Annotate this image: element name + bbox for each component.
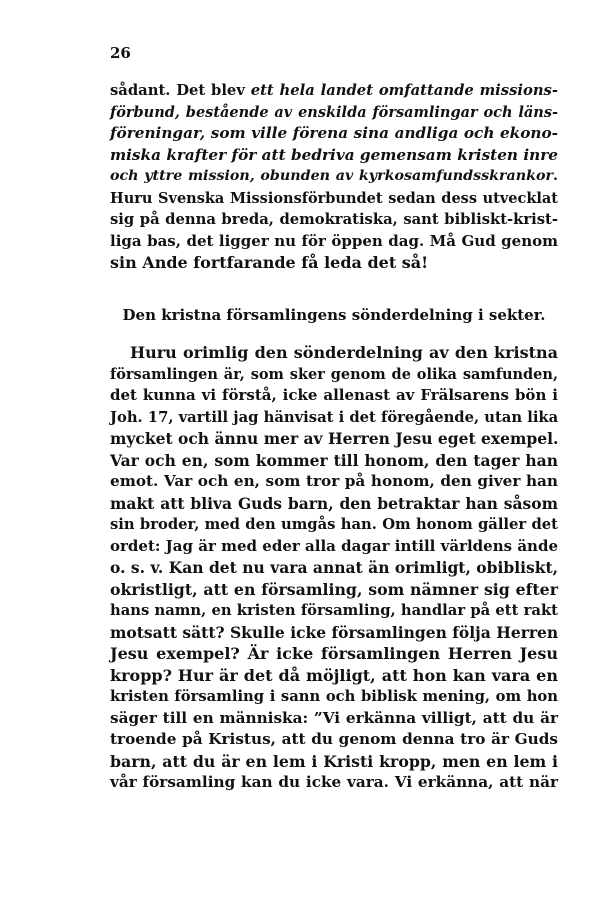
paragraph-main — [110, 342, 558, 794]
text-line: miska krafter för att bedriva gemensam kristen inre — [110, 145, 558, 164]
text-line: barn, att du är en lem i Kristi kropp, men en lem i — [110, 751, 558, 771]
text-line: föreningar, som ville förena sina andliga och ekono- — [110, 124, 558, 142]
text-line: förbund, bestående av enskilda församlingar och läns- — [110, 103, 558, 121]
text-line: Joh. 17, vartill jag hänvisat i det föregående, utan lika — [110, 408, 559, 426]
text-line: Huru Svenska Missionsförbundet sedan dess utvecklat — [110, 189, 558, 207]
text-line: makt att bliva Guds barn, den betraktar han såsom — [110, 493, 558, 513]
text-line: ordet: Jag är med eder alla dagar intill världens ände — [110, 536, 558, 555]
text-line: motsatt sätt? Skulle icke församlingen följa Herren — [110, 622, 559, 642]
text-run: sådant. Det blev — [110, 82, 251, 99]
section-heading: Den kristna församlingens sönderdelning i sekter. — [122, 306, 546, 324]
text-line: det kunna vi förstå, icke allenast av Frälsarens bön i — [110, 386, 558, 404]
text-line: kristen församling i sann och biblisk mening, om hon — [110, 688, 558, 705]
text-line: mycket och ännu mer av Herren Jesu eget exempel. — [110, 429, 559, 448]
text-line: församlingen är, som sker genom de olika samfunden, — [110, 365, 558, 383]
text-line: Var och en, som kommer till honom, den tager han — [110, 450, 558, 470]
italic-text-run: ett hela landet omfattande missions- — [250, 82, 558, 99]
text-line: kropp? Hur är det då möjligt, att hon kan vara en — [110, 665, 558, 685]
text-line: hans namn, en kristen församling, handlar på ett rakt — [110, 602, 558, 619]
paragraph-intro — [110, 80, 558, 274]
text-line: sin Ande fortfarande få leda det så! — [110, 253, 429, 272]
text-line — [110, 80, 558, 102]
text-line: Huru orimlig den sönderdelning av den kristna — [130, 343, 558, 362]
text-line: sin broder, med den umgås han. Om honom gäller det — [110, 516, 558, 533]
text-line: säger till en människa: ”Vi erkänna villigt, att du är — [110, 708, 558, 727]
text-line: okristligt, att en församling, som nämner sig efter — [110, 579, 558, 599]
italic-text-run: och yttre mission, obunden av kyrkosamfundsskrankor — [110, 168, 554, 184]
text-line: troende på Kristus, att du genom denna tro är Guds — [110, 730, 558, 748]
text-run: . — [553, 168, 558, 184]
text-line: o. s. v. Kan det nu vara annat än orimligt, obibliskt, — [110, 558, 558, 577]
page-number: 26 — [110, 44, 131, 62]
text-line: sig på denna breda, demokratiska, sant bibliskt-krist- — [110, 211, 558, 228]
text-line: emot. Var och en, som tror på honom, den giver han — [110, 472, 558, 490]
text-line: liga bas, det ligger nu för öppen dag. Må Gud genom — [110, 231, 558, 250]
text-line: Jesu exempel? Är icke församlingen Herren Jesu — [110, 644, 558, 663]
text-line — [110, 166, 558, 188]
text-line: vår församling kan du icke vara. Vi erkänna, att när — [110, 773, 558, 791]
